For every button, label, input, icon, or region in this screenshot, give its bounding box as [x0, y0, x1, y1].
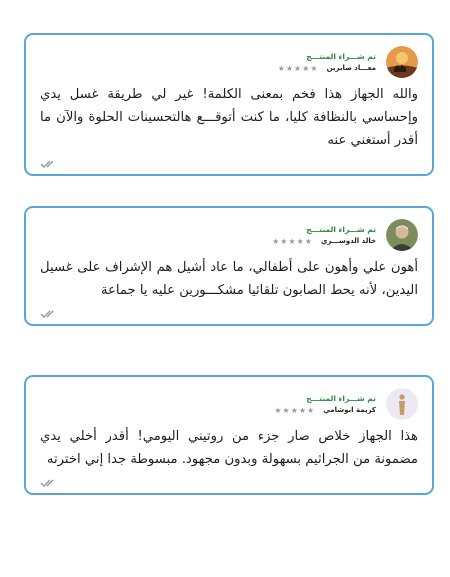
review-text: أهون علي وأهون على أطفالي، ما عاد أشيل هم الإشراف على غسيل اليدين، لأنه يحط الصابون تلقائيا مشكـــورين عليه يا جماعة — [40, 260, 418, 298]
double-check-icon — [40, 154, 418, 166]
star-rating: ★★★★★ — [277, 63, 319, 73]
camel-desert-avatar — [386, 46, 418, 78]
reviewer-name: كريمة ابوشامي — [323, 406, 376, 414]
purchased-label: تم شـــراء المنتـــج — [306, 393, 376, 403]
review-card — [24, 375, 434, 495]
review-card — [24, 33, 434, 176]
review-header — [40, 45, 418, 79]
star-rating: ★★★★★ — [272, 236, 313, 246]
reviewer-name: معـــاد صابرين — [326, 64, 376, 72]
review-header — [40, 387, 418, 421]
star-rating: ★★★★★ — [274, 405, 316, 415]
double-check-icon — [40, 304, 418, 316]
reviewer-name: خالد الدوســـري — [320, 237, 376, 245]
man-portrait-avatar — [386, 219, 418, 251]
review-text: هذا الجهاز خلاص صار جزء من روتيني اليومي! أقدر أخلي يدي مضمونة من الجراثيم بسهولة وبدون مجهود. مبسوطة جدا إني اخترته — [40, 429, 418, 467]
review-text: والله الجهاز هذا فخم بمعنى الكلمة! غير لي طريقة غسل يدي وإحساسي بالنظافة كليا، ما كنت أتوقـــع هالتحسينات الحلوة والآن ما أقدر أستغني عنه — [40, 87, 418, 148]
review-card — [24, 206, 434, 326]
purchased-label: تم شـــراء المنتـــج — [306, 51, 376, 61]
woman-figure-avatar — [386, 388, 418, 420]
review-header — [40, 218, 418, 252]
purchased-label: تم شـــراء المنتـــج — [306, 224, 376, 234]
double-check-icon — [40, 473, 418, 485]
